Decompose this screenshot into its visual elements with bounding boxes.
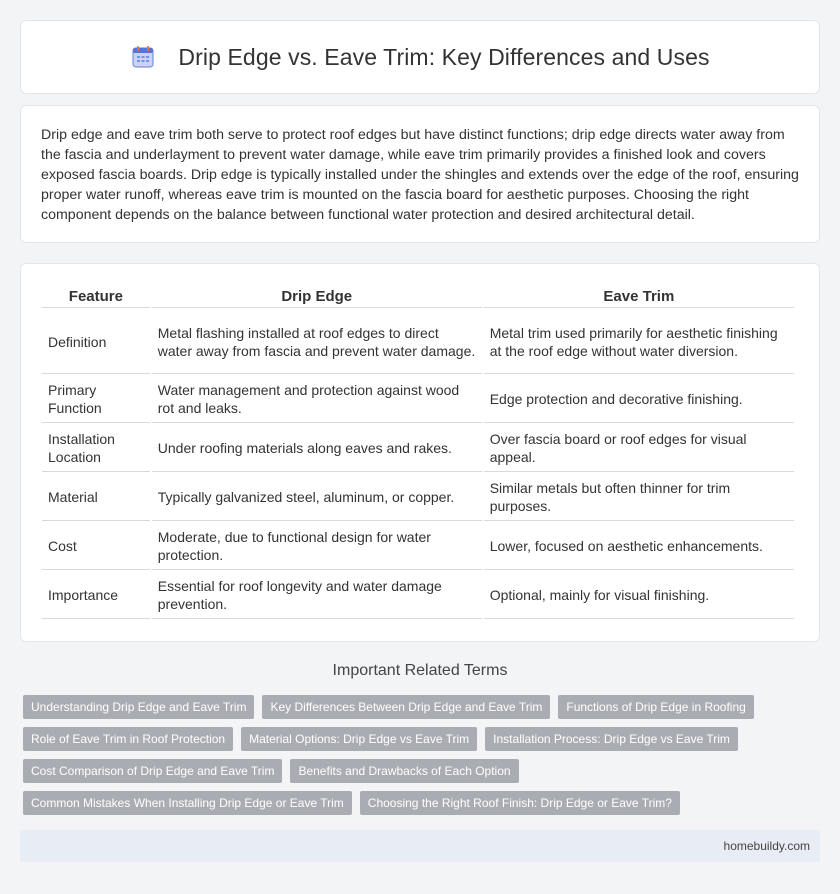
- feature-cell: Primary Function: [42, 376, 150, 423]
- eave-trim-cell: Optional, mainly for visual finishing.: [484, 572, 794, 619]
- feature-cell: Importance: [42, 572, 150, 619]
- drip-edge-cell: Moderate, due to functional design for water protection.: [152, 523, 482, 570]
- related-tag[interactable]: Benefits and Drawbacks of Each Option: [290, 759, 518, 783]
- drip-edge-cell: Under roofing materials along eaves and rakes.: [152, 425, 482, 472]
- header-feature: Feature: [42, 286, 150, 308]
- drip-edge-cell: Typically galvanized steel, aluminum, or copper.: [152, 474, 482, 521]
- drip-edge-cell: Metal flashing installed at roof edges to direct water away from fascia and prevent water damage.: [152, 310, 482, 374]
- related-tag[interactable]: Installation Process: Drip Edge vs Eave Trim: [485, 727, 738, 751]
- tag-row: [23, 791, 823, 815]
- table-row: [42, 523, 794, 570]
- related-tag[interactable]: Common Mistakes When Installing Drip Edge or Eave Trim: [23, 791, 352, 815]
- table-row: [42, 572, 794, 619]
- table-row: [42, 425, 794, 472]
- related-terms-tags: [23, 695, 823, 823]
- related-tag[interactable]: Functions of Drip Edge in Roofing: [558, 695, 753, 719]
- header-eave-trim: Eave Trim: [484, 286, 794, 308]
- feature-cell: Material: [42, 474, 150, 521]
- table-row: [42, 474, 794, 521]
- comparison-table: [40, 284, 796, 621]
- tag-row: [23, 759, 823, 783]
- feature-cell: Definition: [42, 310, 150, 374]
- tag-row: [23, 727, 823, 751]
- eave-trim-cell: Metal trim used primarily for aesthetic finishing at the roof edge without water diversion.: [484, 310, 794, 374]
- page-title: Drip Edge vs. Eave Trim: Key Differences and Uses: [178, 43, 710, 70]
- header-card: [20, 20, 820, 94]
- feature-cell: Installation Location: [42, 425, 150, 472]
- footer-site-link[interactable]: homebuildy.com: [723, 839, 810, 853]
- related-tag[interactable]: Cost Comparison of Drip Edge and Eave Trim: [23, 759, 282, 783]
- related-tag[interactable]: Material Options: Drip Edge vs Eave Trim: [241, 727, 477, 751]
- drip-edge-cell: Water management and protection against wood rot and leaks.: [152, 376, 482, 423]
- related-tag[interactable]: Understanding Drip Edge and Eave Trim: [23, 695, 254, 719]
- intro-card: [20, 105, 820, 243]
- related-tag[interactable]: Role of Eave Trim in Roof Protection: [23, 727, 233, 751]
- table-header-row: [42, 286, 794, 308]
- eave-trim-cell: Lower, focused on aesthetic enhancements.: [484, 523, 794, 570]
- calendar-icon: [130, 44, 156, 70]
- eave-trim-cell: Edge protection and decorative finishing.: [484, 376, 794, 423]
- table-row: [42, 310, 794, 374]
- header-drip-edge: Drip Edge: [152, 286, 482, 308]
- eave-trim-cell: Similar metals but often thinner for trim purposes.: [484, 474, 794, 521]
- related-terms-title: Important Related Terms: [332, 662, 508, 679]
- comparison-table-card: [20, 263, 820, 642]
- tag-row: [23, 695, 823, 719]
- eave-trim-cell: Over fascia board or roof edges for visual appeal.: [484, 425, 794, 472]
- footer: [20, 830, 820, 862]
- intro-text: Drip edge and eave trim both serve to protect roof edges but have distinct functions; drip edge directs water away from the fascia and underlayment to prevent water damage, while eave trim primarily provides a finished look and covers exposed fascia boards. Drip edge is typically installed under the shingles and extends over the edge of the roof, ensuring proper water runoff, whereas eave trim is mounted on the fascia board for aesthetic purposes. Choosing the right component depends on the balance between functional water protection and desired architectural detail.: [41, 127, 799, 223]
- related-tag[interactable]: Key Differences Between Drip Edge and Eave Trim: [262, 695, 550, 719]
- related-tag[interactable]: Choosing the Right Roof Finish: Drip Edge or Eave Trim?: [360, 791, 680, 815]
- feature-cell: Cost: [42, 523, 150, 570]
- table-row: [42, 376, 794, 423]
- drip-edge-cell: Essential for roof longevity and water damage prevention.: [152, 572, 482, 619]
